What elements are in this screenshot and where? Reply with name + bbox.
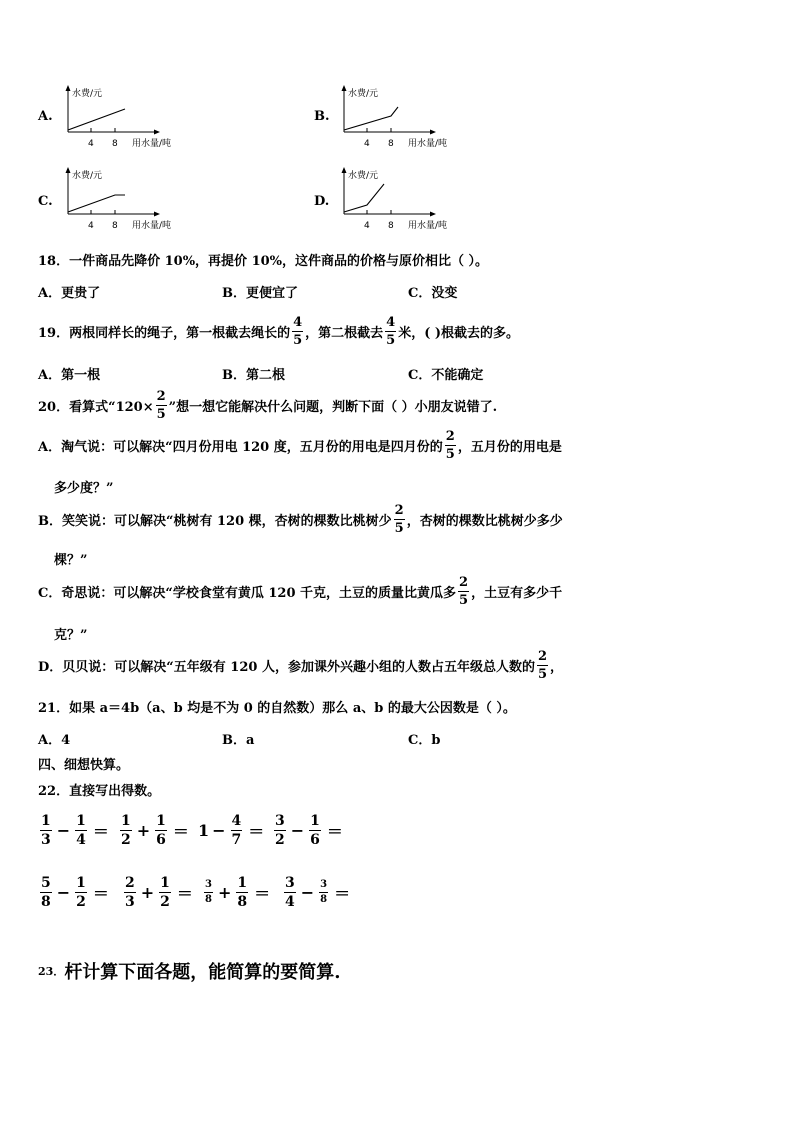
option-text: A．淘气说：可以解决“四月份用电 120 度，五月份的用电是四月份的 <box>38 440 443 455</box>
equals-sign: ＝ <box>334 884 351 903</box>
calc-expression <box>282 876 350 909</box>
equals-sign: ＝ <box>172 822 189 841</box>
x-axis-label: 用水量/吨 <box>408 139 448 149</box>
tick-label: 4 <box>88 221 94 231</box>
option-text: ，五月份的用电是 <box>457 440 562 455</box>
fraction: $\frac{1}{6}$ <box>310 813 320 848</box>
tick-label: 8 <box>388 221 394 231</box>
equals-sign: ＝ <box>92 822 109 841</box>
tick-label: 4 <box>364 139 370 149</box>
option-text: B．笑笑说：可以解决“桃树有 120 棵，杏树的棵数比桃树少 <box>38 514 392 529</box>
calc-expression <box>38 876 109 909</box>
calc-expression <box>118 814 189 847</box>
calc-expression <box>122 876 193 909</box>
fraction: $\frac{4}{7}$ <box>231 813 242 848</box>
q19-option-a[interactable]: A．第一根 <box>38 368 101 383</box>
mini-line-graph <box>60 84 220 154</box>
tick-label: 8 <box>388 139 394 149</box>
q21-option-a[interactable]: A．4 <box>38 733 71 748</box>
fraction: $\frac{4}{5}$ <box>293 315 303 348</box>
q20-option-a-cont: 多少度？” <box>54 481 114 496</box>
q20-option-d[interactable] <box>38 650 563 681</box>
fraction: $\frac{2}{5}$ <box>156 389 166 422</box>
q22-stem: 22．直接写出得数。 <box>38 784 161 799</box>
fraction: $\frac{1}{8}$ <box>237 875 248 910</box>
operator: − <box>56 821 71 840</box>
whole-number: 1 <box>198 821 210 840</box>
mini-line-graph <box>60 166 220 236</box>
q23-heading <box>38 958 341 984</box>
fraction: $\frac{1}{2}$ <box>160 875 170 910</box>
q18-option-a[interactable]: A．更贵了 <box>38 286 101 301</box>
y-axis-label: 水费/元 <box>348 89 379 99</box>
q20-option-a[interactable] <box>38 430 562 461</box>
operator: + <box>136 821 151 840</box>
tick-label: 8 <box>112 139 118 149</box>
q19-stem <box>38 316 519 347</box>
y-axis-label: 水费/元 <box>348 171 379 181</box>
q21-option-b[interactable]: B．a <box>222 733 255 748</box>
fraction: $\frac{1}{2}$ <box>76 875 86 910</box>
fraction: $\frac{3}{8}$ <box>205 879 212 905</box>
x-axis-label: 用水量/吨 <box>132 221 172 231</box>
q21-stem: 21．如果 a＝4b（a、b 均是不为 0 的自然数）那么 a、b 的最大公因数是（ ）。 <box>38 701 516 716</box>
calc-expression <box>202 876 270 909</box>
q20-option-c-cont: 克？” <box>54 628 88 643</box>
fraction: $\frac{2}{5}$ <box>537 649 547 682</box>
option-text: ，土豆有多少千 <box>471 586 563 601</box>
fraction: $\frac{1}{6}$ <box>156 813 166 848</box>
q20-text: ”想一想它能解决什么问题，判断下面（ ）小朋友说错了. <box>168 400 498 415</box>
q20-stem <box>38 390 497 421</box>
option-letter: D. <box>314 194 330 209</box>
calc-expression <box>38 814 109 847</box>
fraction: $\frac{3}{8}$ <box>320 879 328 905</box>
option-letter: A. <box>38 109 53 124</box>
q19-text: ，第二根截去 <box>305 326 384 341</box>
operator: + <box>140 883 155 902</box>
calc-expression <box>272 814 343 847</box>
equals-sign: ＝ <box>248 822 265 841</box>
calc-expression <box>198 814 264 847</box>
q19-text: 米，( )根截去的多。 <box>398 326 520 341</box>
option-text: ， <box>550 660 564 675</box>
fraction: $\frac{2}{3}$ <box>125 875 135 910</box>
option-text: D．贝贝说：可以解决“五年级有 120 人，参加课外兴趣小组的人数占五年级总人数的 <box>38 660 535 675</box>
tick-label: 8 <box>112 221 118 231</box>
tick-label: 4 <box>364 221 370 231</box>
option-letter: B. <box>314 109 330 124</box>
y-axis-label: 水费/元 <box>72 171 103 181</box>
fraction: $\frac{2}{5}$ <box>459 575 469 608</box>
operator: − <box>56 883 71 902</box>
x-axis-label: 用水量/吨 <box>132 139 172 149</box>
fraction: $\frac{3}{4}$ <box>285 875 295 910</box>
fraction: $\frac{5}{8}$ <box>41 875 51 910</box>
q18-stem: 18．一件商品先降价 10%，再提价 10%，这件商品的价格与原价相比（ ）。 <box>38 254 489 269</box>
tick-label: 4 <box>88 139 94 149</box>
fraction: $\frac{1}{4}$ <box>76 813 86 848</box>
equals-sign: ＝ <box>176 884 193 903</box>
q18-option-b[interactable]: B．更便宜了 <box>222 286 298 301</box>
section-heading: 四、细想快算。 <box>38 758 130 773</box>
q23-stem: 杆计算下面各题，能简算的要简算. <box>64 962 341 983</box>
y-axis-label: 水费/元 <box>72 89 103 99</box>
q18-option-c[interactable]: C．没变 <box>408 286 458 301</box>
fraction: $\frac{1}{2}$ <box>121 813 131 848</box>
fraction: $\frac{3}{2}$ <box>275 813 285 848</box>
q20-option-b[interactable] <box>38 504 563 535</box>
x-axis-label: 用水量/吨 <box>408 221 448 231</box>
mini-line-graph <box>336 166 496 236</box>
fraction: $\frac{2}{5}$ <box>445 429 455 462</box>
equals-sign: ＝ <box>326 822 343 841</box>
equals-sign: ＝ <box>254 884 271 903</box>
fraction: $\frac{4}{5}$ <box>386 315 396 348</box>
operator: − <box>300 883 315 902</box>
fraction: $\frac{1}{3}$ <box>41 813 51 848</box>
operator: − <box>290 821 305 840</box>
q19-text: 19．两根同样长的绳子，第一根截去绳长的 <box>38 326 291 341</box>
q20-option-c[interactable] <box>38 576 562 607</box>
operator: − <box>212 821 226 840</box>
option-text: C．奇思说：可以解决“学校食堂有黄瓜 120 千克，土豆的质量比黄瓜多 <box>38 586 457 601</box>
q19-option-c[interactable]: C．不能确定 <box>408 368 484 383</box>
q20-text: 20．看算式“120× <box>38 400 154 415</box>
operator: + <box>217 883 232 902</box>
equals-sign: ＝ <box>92 884 109 903</box>
q20-option-b-cont: 棵？” <box>54 553 88 568</box>
q19-option-b[interactable]: B．第二根 <box>222 368 285 383</box>
mini-line-graph <box>336 84 496 154</box>
option-text: ，杏树的棵数比桃树少多少 <box>406 514 563 529</box>
option-letter: C. <box>38 194 53 209</box>
q21-option-c[interactable]: C．b <box>408 733 441 748</box>
fraction: $\frac{2}{5}$ <box>394 503 404 536</box>
question-number: 23． <box>38 965 65 978</box>
